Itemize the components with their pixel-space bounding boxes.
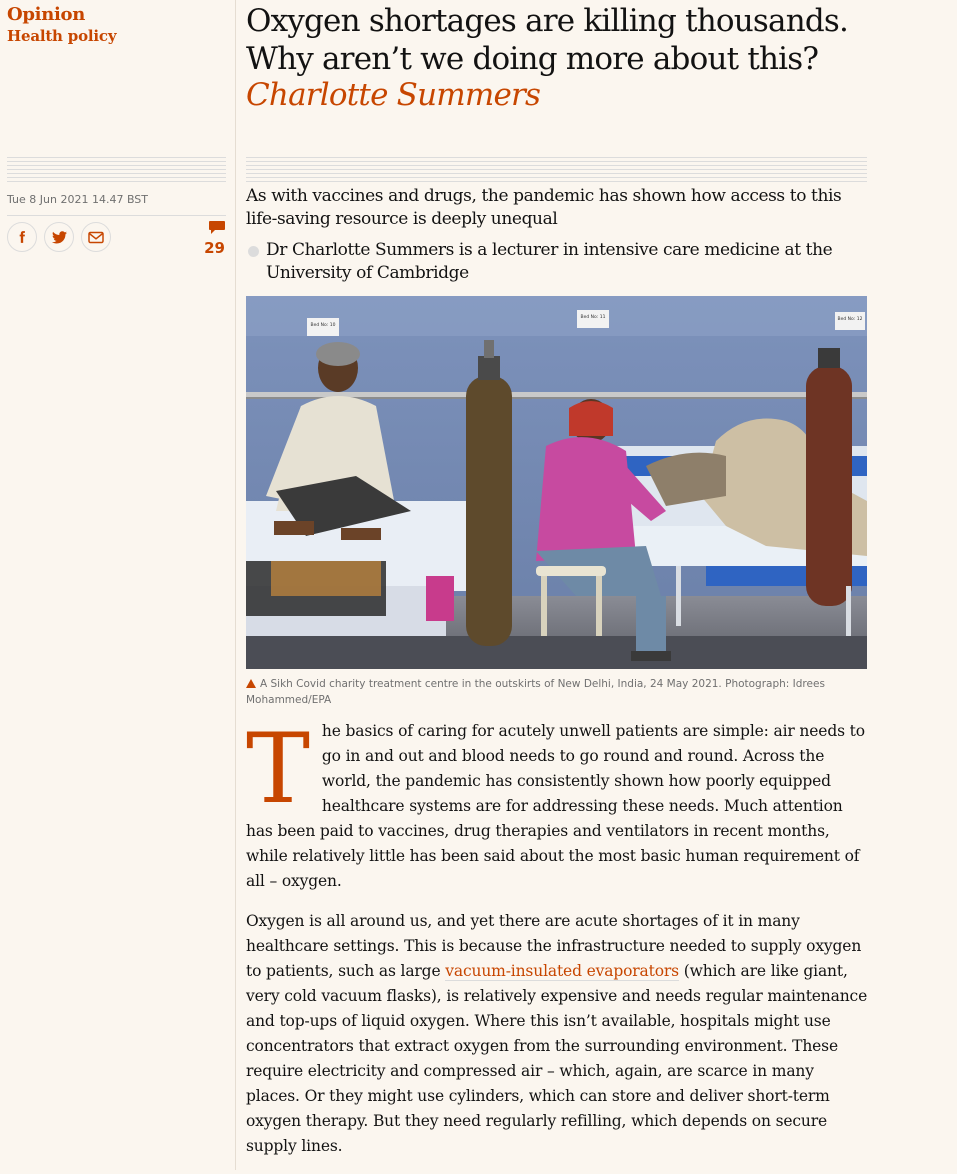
twitter-icon: [52, 231, 67, 244]
byline-author-link[interactable]: Charlotte Summers: [246, 77, 541, 113]
facebook-icon: [15, 230, 29, 244]
drop-cap: T: [246, 713, 310, 825]
author-bio: [246, 239, 866, 285]
author-bio-text: Dr Charlotte Summers is a lecturer in intensive care medicine at the University of Cambridge: [266, 240, 833, 283]
article-body: [246, 713, 870, 1174]
comment-bubble-icon: [209, 220, 225, 239]
divider-lines: [7, 157, 226, 182]
standfirst: As with vaccines and drugs, the pandemic has shown how access to this life-saving resource is deeply unequal: [246, 186, 842, 229]
ward-photo-illustration: [246, 296, 867, 669]
share-twitter-button[interactable]: [44, 222, 74, 252]
headline-divider-lines: [246, 157, 867, 182]
comment-count: 29: [204, 239, 225, 257]
paragraph-1-text: he basics of caring for acutely unwell patients are simple: air needs to go in and out and blood needs to go round and round. Across the world, the pandemic has consistently shown how poorly equipped healthcare systems are for addressing these needs. Much attention has been paid to vaccines, drug therapies and ventilators in recent months, while relatively little has been said about the most basic human requirement of all – oxygen.: [246, 722, 865, 890]
caption-triangle-icon: [246, 679, 256, 688]
share-email-button[interactable]: [81, 222, 111, 252]
bullet-dot-icon: [248, 246, 259, 257]
caption-text: A Sikh Covid charity treatment centre in the outskirts of New Delhi, India, 24 May 2021. Photograph: Idrees Mohammed/EPA: [246, 678, 825, 706]
section-pillar-link[interactable]: Opinion: [7, 4, 86, 25]
dateline: Tue 8 Jun 2021 14.47 BST: [7, 193, 148, 206]
meta-divider: [7, 215, 226, 216]
vacuum-insulated-evaporators-link[interactable]: vacuum-insulated evaporators: [445, 962, 679, 980]
bed-label-11: Bed No: 11: [580, 315, 606, 320]
share-facebook-button[interactable]: [7, 222, 37, 252]
headline: Oxygen shortages are killing thousands. Why aren’t we doing more about this?: [246, 3, 849, 77]
comments-link[interactable]: [195, 220, 225, 257]
paragraph-1: [246, 713, 870, 894]
paragraph-2-text-b: (which are like giant, very cold vacuum flasks), is relatively expensive and needs regular maintenance and top-ups of liquid oxygen. Where this isn’t available, hospitals might use concentrators that extract oxygen from the surrounding environment. These require electricity and compressed air – which, again, are scarce in many places. Or they might use cylinders, which can store and deliver short-term oxygen therapy. But they need regularly refilling, which depends on secure supply lines.: [246, 962, 868, 1155]
article-main-image[interactable]: [246, 296, 867, 669]
paragraph-2: [246, 909, 870, 1159]
article-meta-column: [0, 0, 236, 1170]
email-icon: [88, 231, 104, 244]
section-tag-link[interactable]: Health policy: [7, 27, 117, 45]
paragraph-2-text-a: Oxygen is all around us, and yet there are acute shortages of it in many healthcare settings. This is because the infrastructure needed to supply oxygen to patients, such as large: [246, 912, 862, 980]
bed-label-12: Bed No: 12: [837, 317, 863, 322]
bed-label-10: Bed No: 10: [310, 323, 336, 328]
image-caption: [246, 676, 867, 708]
